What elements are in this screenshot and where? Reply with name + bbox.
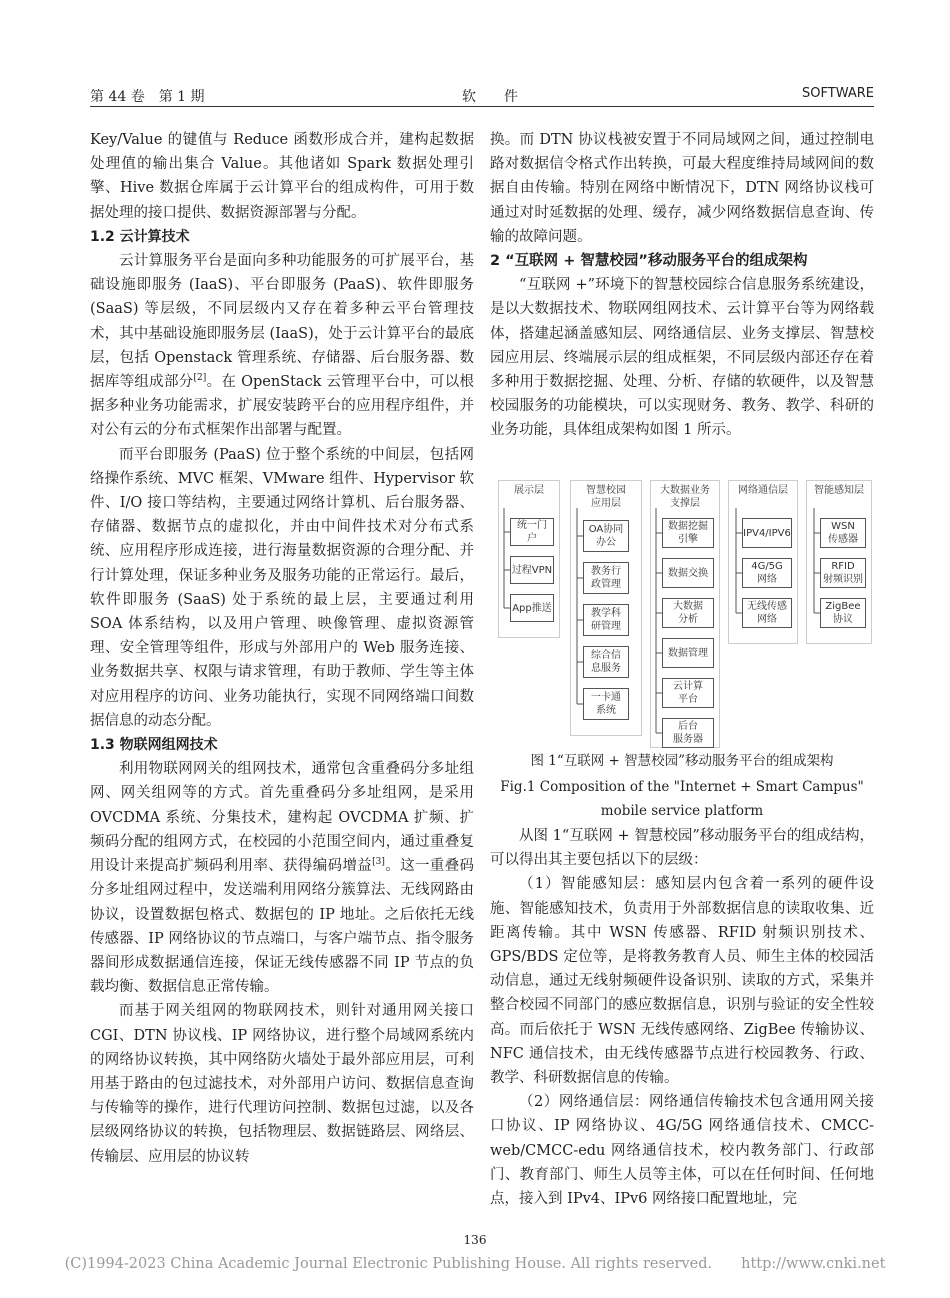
figure-component-box: 后台 服务器 (662, 718, 714, 748)
figure-component-box: 过程VPN (510, 556, 554, 584)
header-journal: 软 件 (462, 89, 518, 105)
figure-component-box: 数据交换 (662, 558, 714, 588)
paragraph: （1）智能感知层：感知层内包含着一系列的硬件设施、智能感知技术，负责用于外部数据信息的读取收集、近距离传输。其中 WSN 传感器、RFID 射频识别技术、GPS/BDS 定位等，是将教务教育人员、师生主体的校园活动信息，通过无线射频硬件设备识别、读取的方式，采集并整合校园不同部门的感应数据信息，识别与验证的安全性较高。而后依托于 WSN 无线传感网络、ZigBee 传输协议、NFC 通信技术，由无线传感器节点进行校园教务、行政、教学、科研数据信息的传输。 (490, 876, 874, 1087)
paragraph: “互联网 +”环境下的智慧校园综合信息服务系统建设，是以大数据技术、物联网组网技术、云计算平台等为网络载体，搭建起涵盖感知层、网络通信层、业务支撑层、智慧校园应用层、终端展示层的组成框架，不同层级内部还存在着多种用于数据挖掘、处理、分析、存储的软硬件，以及智慧校园服务的功能模块，可以实现财务、教务、教学、科研的业务功能，具体组成架构如图 1 所示。 (490, 277, 874, 439)
citation-ref[interactable]: [2] (193, 373, 207, 384)
figure-component-box: 一卡通 系统 (583, 688, 629, 720)
paragraph: 换。而 DTN 协议栈被安置于不同局域网之间，通过控制电路对数据信令格式作出转换，可最大程度维持局域网间的数据自由传输。特别在网络中断情况下，DTN 网络协议栈可通过对时延数据的处理、缓存，减少网络数据信息查询、传输的故障问题。 (490, 132, 874, 245)
header-rule (90, 106, 874, 107)
left-column (90, 128, 474, 1169)
figure-component-box: 教学科 研管理 (583, 604, 629, 636)
page-number: 136 (463, 1233, 487, 1247)
figure-component-box: 大数据 分析 (662, 598, 714, 628)
paragraph: （2）网络通信层：网络通信传输技术包含通用网关接口协议、IP 网络协议、4G/5G 网络通信技术、CMCC-web/CMCC-edu 网络通信技术，校内教务部门、行政部门、教育部门、师生人员等主体，可以在任何时间、任何地点，接入到 IPv4、IPv6 网络接口配置地址，完 (490, 1094, 874, 1208)
figure-component-box: 数据挖掘 引擎 (662, 518, 714, 548)
section-heading-1-3: 1.3 物联网组网技术 (90, 737, 218, 754)
figure-component-box: 统一门 户 (510, 518, 554, 546)
paragraph: 云计算服务平台是面向多种功能服务的可扩展平台，基础设施即服务 (IaaS)、平台即服务 (PaaS)、软件即服务 (SaaS) 等层级，不同层级内又存在着多种云平台管理技术，其中基础设施即服务层 (IaaS)，处于云计算平台的最底层，包括 Openstack 管理系统、存储器、后台服务器、数据库等组成部分[2]。在 OpenStack 云管理平台中，可以根据多种业务功能需求，扩展安装跨平台的应用程序组件，并对公有云的分布式框架作出部署与配置。 (90, 253, 474, 439)
figure-component-box: OA协同 办公 (583, 520, 629, 552)
figure-component-box: 数据管理 (662, 638, 714, 668)
figure-component-box: 4G/5G 网络 (742, 558, 792, 588)
figure-component-box: 教务行 政管理 (583, 562, 629, 594)
figure-layer-title: 智能感知层 (814, 485, 864, 496)
figure-caption-cn: 图 1“互联网 + 智慧校园”移动服务平台的组成架构 (530, 753, 834, 769)
section-heading-1-2: 1.2 云计算技术 (90, 228, 190, 245)
figure-layer-title: 网络通信层 (738, 485, 788, 496)
paragraph: 从图 1“互联网 + 智慧校园”移动服务平台的组成结构，可以得出其主要包括以下的层级： (490, 828, 874, 869)
figure-1-architecture (490, 478, 874, 748)
paragraph: 而平台即服务 (PaaS) 位于整个系统的中间层，包括网络操作系统、MVC 框架、VMware 组件、Hypervisor 软件、I/O 接口等结构，主要通过网络计算机、后台服务器、存储器、数据节点的虚拟化，并由中间件技术对分布式系统、应用程序形成连接，进行海量数据资源的合理分配、并行计算处理，保证多种业务及服务功能的正常运行。最后，软件即服务 (SaaS) 处于系统的最上层，主要通过利用 SOA 体系结构，以及用户管理、映像管理、虚拟资源管理、安全管理等组件，形成与外部用户的 Web 服务连接、业务数据共享、权限与请求管理，有助于教师、学生等主体对应用程序的访问、业务功能执行，实现不同网络端口间数据信息的动态分配。 (90, 446, 474, 729)
figure-component-box: IPV4/IPV6 (742, 518, 792, 548)
paragraph: 而基于网关组网的物联网技术，则针对通用网关接口 CGI、DTN 协议栈、IP 网络协议，进行整个局域网系统内的网络协议转换，其中网络防火墙处于最外部应用层，可利用基于路由的包过滤技术，对外部用户访问、数据信息查询与传输等的操作，进行代理访问控制、数据包过滤，以及各层级网络协议的转换，包括物理层、数据链路层、网络层、传输层、应用层的协议转 (90, 1003, 474, 1165)
figure-caption-en-line2: mobile service platform (600, 803, 764, 819)
figure-layer-title: 智慧校园 应用层 (586, 485, 626, 509)
paragraph: 利用物联网网关的组网技术，通常包含重叠码分多址组网、网关组网等的方式。首先重叠码分多址组网，是采用 OVCDMA 系统、分集技术，建构起 OVCDMA 扩频、扩频码分配的组网方式，在校园的小范围空间内，通过重叠复用设计来提高扩频码利用率、获得编码增益[3]。这一重叠码分多址组网过程中，发送端利用网络分簇算法、无线网路由协议，设置数据包格式、数据包的 IP 地址。之后依托无线传感器、IP 网络协议的节点端口，与客户端节点、指令服务器间形成数据通信连接，保证无线传感器不同 IP 节点的负载均衡、数据信息正常传输。 (90, 761, 475, 996)
figure-component-box: WSN 传感器 (820, 518, 866, 548)
figure-layer-title: 展示层 (514, 485, 544, 496)
figure-component-box: ZigBee 协议 (820, 598, 866, 628)
figure-component-box: App推送 (510, 594, 554, 622)
figure-component-box: 云计算 平台 (662, 678, 714, 708)
right-column (490, 128, 874, 443)
figure-caption-en-line1: Fig.1 Composition of the "Internet + Smart Campus" (500, 779, 864, 795)
copyright-footer: (C)1994-2023 China Academic Journal Electronic Publishing House. All rights reserved. http://www.cnki.net (64, 1256, 886, 1272)
figure-component-box: RFID 射频识别 (820, 558, 866, 588)
figure-layer-title: 大数据业务 支撑层 (660, 485, 710, 509)
figure-component-box: 无线传感 网络 (742, 598, 792, 628)
figure-component-box: 综合信 息服务 (583, 646, 629, 678)
citation-ref[interactable]: [3] (372, 857, 385, 868)
paragraph: Key/Value 的键值与 Reduce 函数形成合并，建构起数据处理值的输出集合 Value。其他诸如 Spark 数据处理引擎、Hive 数据仓库属于云计算平台的组成构件，可用于数据处理的接口提供、数据资源部署与分配。 (90, 132, 474, 221)
header-volume: 第 44 卷 第 1 期 (90, 89, 205, 105)
section-heading-2: 2 “互联网 + 智慧校园”移动服务平台的组成架构 (490, 253, 808, 270)
header-software: SOFTWARE (802, 86, 874, 101)
right-column-continued (490, 824, 874, 1211)
